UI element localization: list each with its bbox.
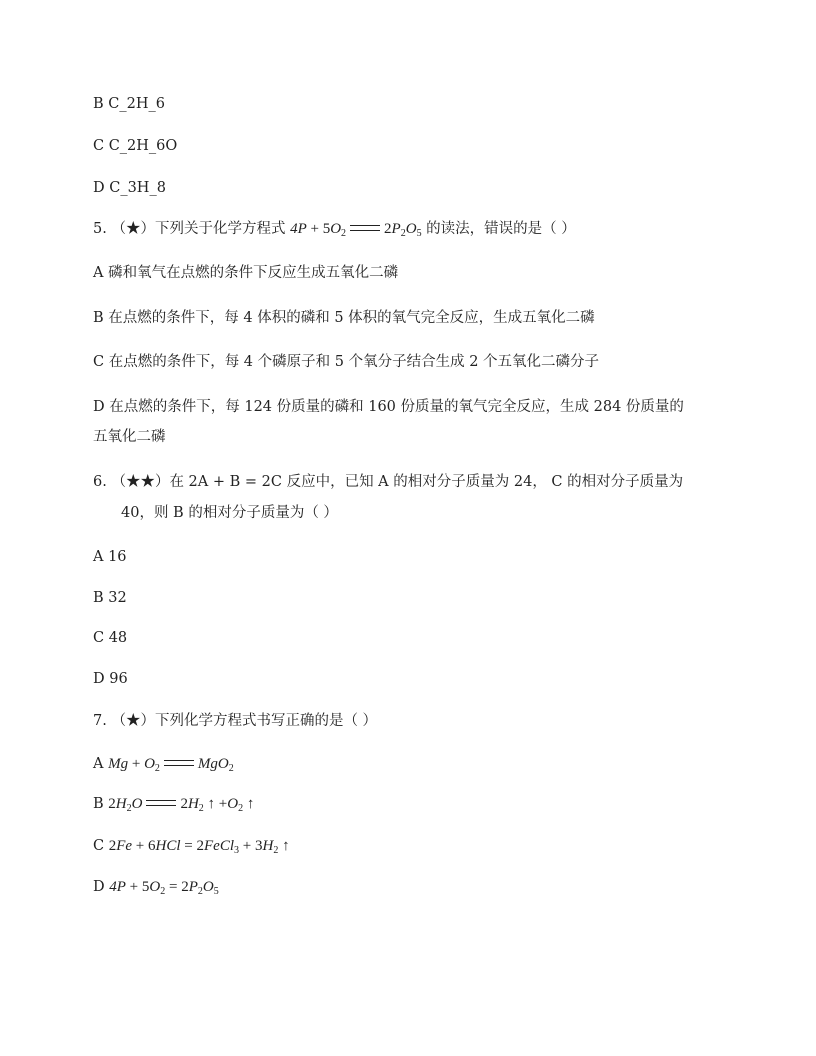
question-6-option-d: D 96 bbox=[93, 671, 128, 687]
equation-7d: $4P + 5O_2 = 2P_2O_5$ bbox=[109, 879, 219, 897]
option-letter: A bbox=[93, 756, 104, 772]
equation-5: $4P + 5O_2$ $2P_2O_5$ bbox=[290, 221, 422, 239]
question-number: 5. bbox=[93, 221, 107, 237]
question-7-option-a bbox=[93, 754, 234, 774]
option-d-prev: D C_3H_8 bbox=[93, 180, 166, 196]
equation-7c: 2Fe + 6HCl = 2FeCl$_3$ + $3H_2$ ↑ bbox=[108, 838, 290, 856]
option-letter: B bbox=[93, 796, 104, 812]
question-6-option-c: C 48 bbox=[93, 630, 128, 646]
question-7-option-c bbox=[93, 836, 290, 856]
question-5-stem bbox=[93, 219, 576, 239]
option-c-prev: C C_2H_6O bbox=[93, 138, 178, 154]
question-7-option-b bbox=[93, 794, 254, 814]
stem-text-after: 的读法，错误的是（ ） bbox=[426, 221, 576, 237]
question-7-stem: 7. （★）下列化学方程式书写正确的是（ ） bbox=[93, 713, 378, 729]
question-7-option-d bbox=[93, 877, 219, 897]
equation-7b: $2H_2O$ $2H_2$ ↑ $+O_2$ ↑ bbox=[108, 796, 255, 814]
question-6-stem-line2: 40，则 B 的相对分子质量为（ ） bbox=[121, 505, 338, 521]
question-5-option-a: A 磷和氧气在点燃的条件下反应生成五氧化二磷 bbox=[93, 265, 399, 281]
question-5-option-d-line2: 五氧化二磷 bbox=[93, 429, 166, 445]
option-letter: C bbox=[93, 838, 105, 854]
question-5-option-c: C 在点燃的条件下，每 4 个磷原子和 5 个氧分子结合生成 2 个五氧化二磷分子 bbox=[93, 354, 600, 370]
question-5-option-d-line1: D 在点燃的条件下，每 124 份质量的磷和 160 份质量的氧气完全反应，生成 284 份质量的 bbox=[93, 399, 684, 415]
equation-7a: $Mg + O_2$ MgO$_2$ bbox=[108, 756, 234, 774]
question-6-option-b: B 32 bbox=[93, 590, 127, 606]
question-6-option-a: A 16 bbox=[93, 549, 127, 565]
difficulty-stars: （★） bbox=[111, 221, 155, 237]
question-5-option-b: B 在点燃的条件下，每 4 体积的磷和 5 体积的氧气完全反应，生成五氧化二磷 bbox=[93, 310, 595, 326]
stem-text: 下列关于化学方程式 bbox=[154, 221, 286, 237]
option-letter: D bbox=[93, 879, 105, 895]
question-6-stem-line1: 6. （★★）在 2A + B = 2C 反应中，已知 A 的相对分子质量为 24， C 的相对分子质量为 bbox=[93, 474, 684, 490]
option-b-prev: B C_2H_6 bbox=[93, 96, 165, 112]
